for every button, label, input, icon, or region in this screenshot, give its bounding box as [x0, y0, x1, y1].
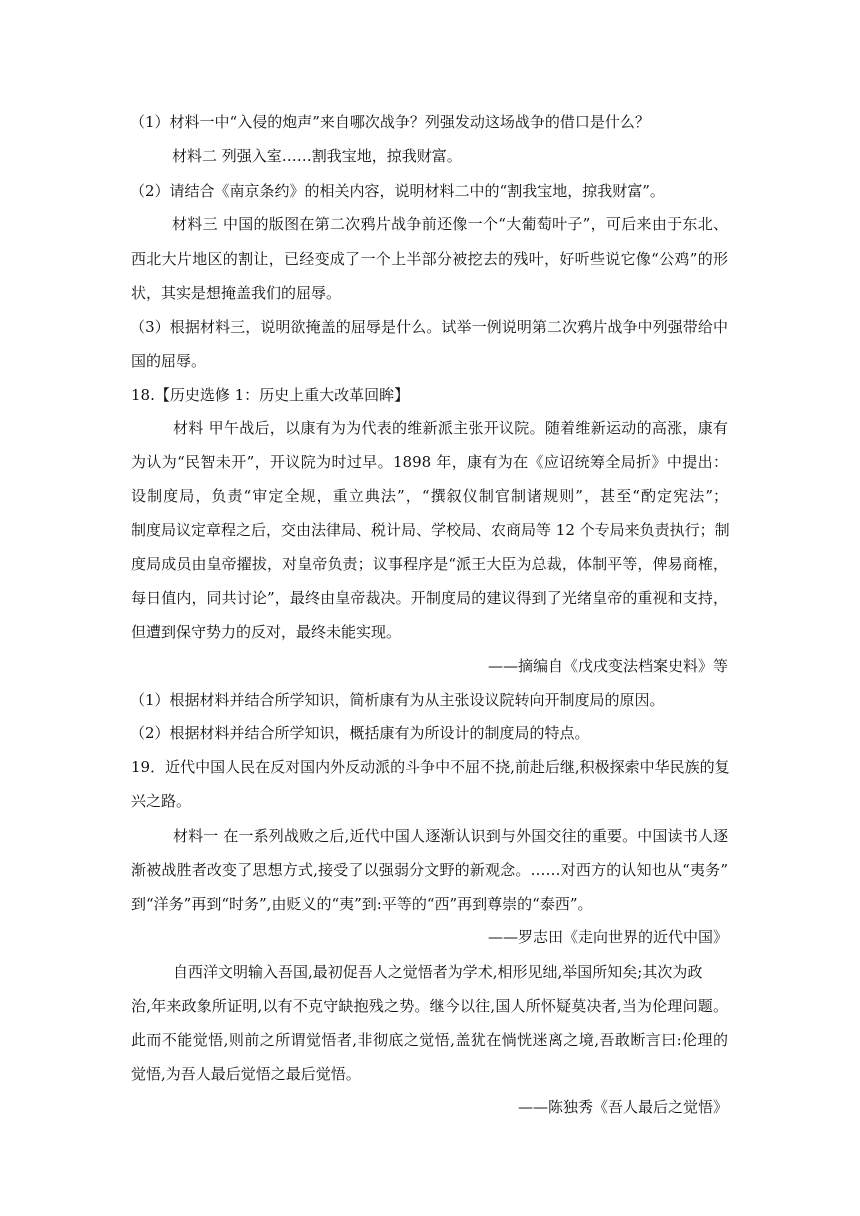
q19-material-2-line1: 自西洋文明输入吾国,最初促吾人之觉悟者为学术,相形见绌,举国所知矣;其次为政	[173, 963, 703, 981]
q18-material-line2: 为认为“民智未开”，开议院为时过早。1898 年，康有为在《应诏统筹全局折》中提出：	[131, 453, 728, 471]
material-3-line1: 材料三 中国的版图在第二次鸦片战争前还像一个“大葡萄叶子”，可后来由于东北、	[172, 215, 728, 233]
q18-sub1: （1）根据材料并结合所学知识，简析康有为从主张设议院转向开制度局的原因。	[130, 691, 665, 709]
q18-material-line4: 制度局议定章程之后，交由法律局、税计局、学校局、农商局等 12 个专局来负责执行；制	[131, 521, 730, 539]
q18-source: ——摘编自《戊戌变法档案史料》等	[487, 657, 728, 675]
q18-material-line5: 度局成员由皇帝擢拔，对皇帝负责；议事程序是“派王大臣为总裁，体制平等，俾易商榷，	[131, 555, 728, 573]
material-2: 材料二 列强入室……割我宝地，掠我财富。	[172, 147, 462, 165]
q17-sub3-line2: 国的屈辱。	[131, 352, 207, 370]
q18-sub2: （2）根据材料并结合所学知识，概括康有为所设计的制度局的特点。	[130, 724, 590, 742]
q19-material-2-line4: 觉悟,为吾人最后觉悟之最后觉悟。	[131, 1065, 361, 1083]
q18-heading: 18.【历史选修 1：历史上重大改革回眸】	[131, 386, 410, 404]
q19-material-1-line2: 渐被战胜者改变了思想方式,接受了以强弱分文野的新观念。……对西方的认知也从“夷务”	[131, 861, 728, 879]
q19-material-2-line3: 此而不能觉悟,则前之所谓觉悟者,非彻底之觉悟,盖犹在惝恍迷离之境,吾敢断言曰:伦理的	[131, 1031, 728, 1049]
q19-stem-line2: 兴之路。	[131, 792, 192, 810]
q19-material-1-line1: 材料一 在一系列战败之后,近代中国人逐渐认识到与外国交往的重要。中国读书人逐	[173, 827, 728, 845]
q19-material-1-line3: 到“洋务”再到“时务”,由贬义的“夷”到:平等的“西”再到尊崇的“泰西”。	[131, 895, 593, 913]
q19-material-2-line2: 治,年来政象所证明,以有不克守缺抱残之势。继今以往,国人所怀疑莫决者,当为伦理问题。	[131, 997, 728, 1015]
q17-sub2: （2）请结合《南京条约》的相关内容，说明材料二中的“割我宝地，掠我财富”。	[130, 182, 665, 200]
q17-sub1: （1）材料一中“入侵的炮声”来自哪次战争？列强发动这场战争的借口是什么？	[130, 113, 650, 131]
q18-material-line3: 设制度局，负责“审定全规，重立典法”，“撰叙仪制官制诸规则”，甚至“酌定宪法”；	[131, 487, 728, 505]
q18-material-line6: 每日值内，同共讨论”，最终由皇帝裁决。开制度局的建议得到了光绪皇帝的重视和支持，	[131, 589, 728, 607]
q19-stem-line1: 19．近代中国人民在反对国内外反动派的斗争中不屈不挠,前赴后继,积极探索中华民族的复	[131, 758, 730, 776]
q18-material-line1: 材料 甲午战后，以康有为为代表的维新派主张开议院。随着维新运动的高涨，康有	[173, 419, 728, 437]
material-3-line2: 西北大片地区的割让，已经变成了一个上半部分被挖去的残叶，好听些说它像“公鸡”的形	[131, 250, 728, 268]
q19-material-1-source: ——罗志田《走向世界的近代中国》	[487, 928, 728, 946]
q19-material-2-source: ——陈独秀《吾人最后之觉悟》	[517, 1098, 728, 1116]
material-3-line3: 状，其实是想掩盖我们的屈辱。	[131, 284, 342, 302]
q17-sub3-line1: （3）根据材料三，说明欲掩盖的屈辱是什么。试举一例说明第二次鸦片战争中列强带给中	[130, 318, 728, 336]
q18-material-line7: 但遭到保守势力的反对，最终未能实现。	[131, 623, 402, 641]
